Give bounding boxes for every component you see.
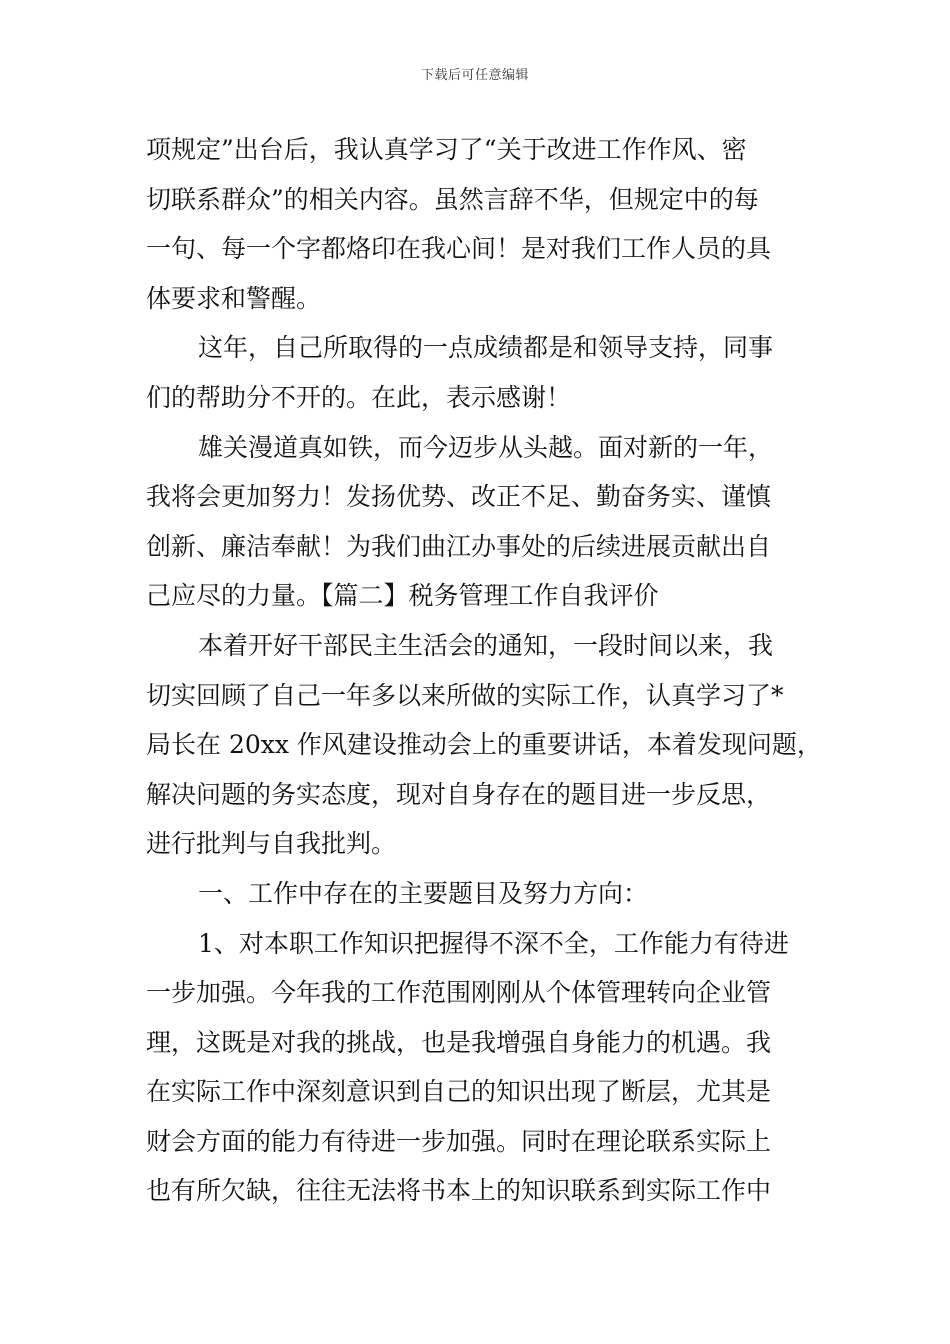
text-line: 一句、每一个字都烙印在我心间！是对我们工作人员的具 <box>146 234 772 264</box>
text-line: 切实回顾了自己一年多以来所做的实际工作，认真学习了* <box>146 680 784 710</box>
text-line: 进行批判与自我批判。 <box>146 829 397 859</box>
text-line: 切联系群众”的相关内容。虽然言辞不华，但规定中的每 <box>146 184 759 214</box>
text-line: 己应尽的力量。【篇二】税务管理工作自我评价 <box>146 581 659 611</box>
page-header: 下载后可任意编辑 <box>420 68 529 83</box>
text-line: 本着开好干部民主生活会的通知，一段时间以来，我 <box>198 630 774 660</box>
text-line: 也有所欠缺，往往无法将书本上的知识联系到实际工作中 <box>146 1176 772 1206</box>
text-line: 雄关漫道真如铁，而今迈步从头越。面对新的一年， <box>198 432 774 462</box>
text-line: 理，这既是对我的挑战，也是我增强自身能力的机遇。我 <box>146 1027 772 1057</box>
text-line: 在实际工作中深刻意识到自己的知识出现了断层，尤其是 <box>146 1077 772 1107</box>
text-line: 项规定”出台后，我认真学习了“关于改进工作作风、密 <box>146 135 747 164</box>
text-line: 创新、廉洁奉献！为我们曲江办事处的后续进展贡献出自 <box>146 531 772 561</box>
text-line: 局长在 20xx 作风建设推动会上的重要讲话，本着发现问题， <box>146 730 822 760</box>
text-line: 1、对本职工作知识把握得不深不全，工作能力有待进 <box>198 928 789 958</box>
text-line: 解决问题的务实态度，现对自身存在的题目进一步反思， <box>146 779 772 809</box>
text-line: 财会方面的能力有待进一步加强。同时在理论联系实际上 <box>146 1126 772 1156</box>
text-line: 一、工作中存在的主要题目及努力方向： <box>198 878 649 908</box>
text-line: 这年，自己所取得的一点成绩都是和领导支持，同事 <box>198 333 774 363</box>
text-line: 一步加强。今年我的工作范围刚刚从个体管理转向企业管 <box>146 978 772 1008</box>
text-line: 们的帮助分不开的。在此，表示感谢！ <box>146 382 572 412</box>
text-line: 我将会更加努力！发扬优势、改正不足、勤奋务实、谨慎 <box>146 482 772 512</box>
text-line: 体要求和警醒。 <box>146 283 322 313</box>
document-body <box>146 125 822 1216</box>
